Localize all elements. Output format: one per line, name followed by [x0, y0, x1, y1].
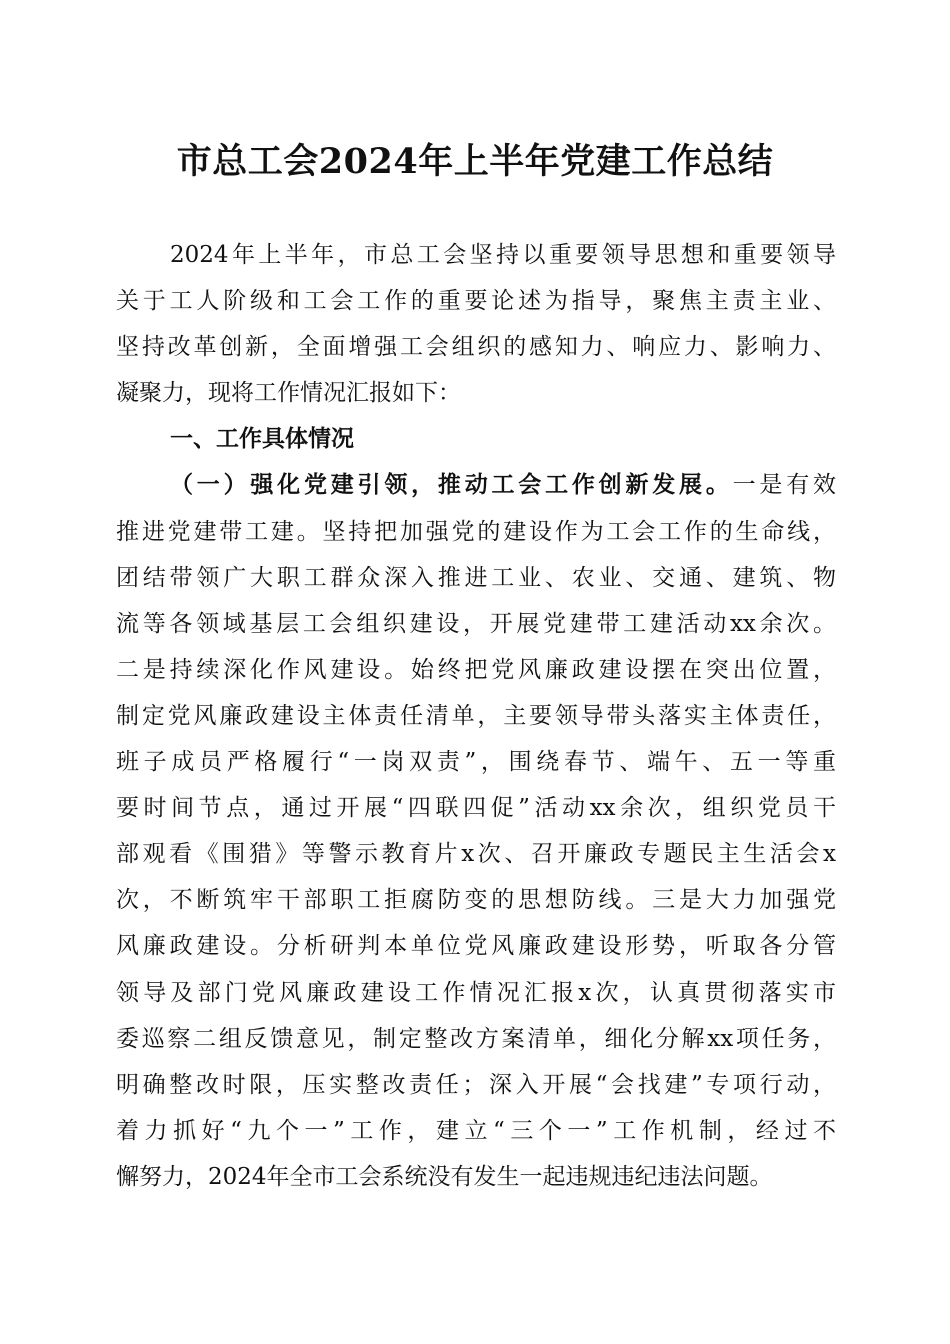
- paragraph-line: 次，不断筑牢干部职工拒腐防变的思想防线。三是大力加强党: [116, 887, 836, 914]
- intro-line-4: 凝聚力，现将工作情况汇报如下：: [116, 380, 461, 407]
- paragraph-line: 部观看《围猎》等警示教育片x次、召开廉政专题民主生活会x: [116, 841, 836, 868]
- paragraph-line: 二是持续深化作风建设。始终把党风廉政建设摆在突出位置，: [116, 656, 836, 683]
- document-title: 市总工会2024年上半年党建工作总结: [176, 141, 774, 182]
- subsection-heading: （一）强化党建引领，推动工会工作创新发展。: [170, 471, 733, 499]
- paragraph-line: 推进党建带工建。坚持把加强党的建设作为工会工作的生命线，: [116, 518, 836, 545]
- intro-line-1: 2024年上半年，市总工会坚持以重要领导思想和重要领导: [170, 242, 836, 268]
- paragraph-line: 团结带领广大职工群众深入推进工业、农业、交通、建筑、物: [116, 564, 836, 591]
- section-heading: 一、工作具体情况: [170, 426, 354, 453]
- subsection-first-line: [116, 462, 836, 508]
- paragraph-line: 流等各领域基层工会组织建设，开展党建带工建活动xx余次。: [116, 610, 836, 637]
- paragraph-line: 风廉政建设。分析研判本单位党风廉政建设形势，听取各分管: [116, 933, 836, 960]
- paragraph-line: 要时间节点，通过开展“四联四促”活动xx余次，组织党员干: [116, 795, 836, 822]
- paragraph-line: 着力抓好“九个一”工作，建立“三个一”工作机制，经过不: [116, 1117, 836, 1144]
- document-body: [116, 232, 836, 1200]
- paragraph-line: 制定党风廉政建设主体责任清单，主要领导带头落实主体责任，: [116, 702, 836, 729]
- paragraph-line: 领导及部门党风廉政建设工作情况汇报x次，认真贯彻落实市: [116, 979, 836, 1006]
- paragraph-line: 明确整改时限，压实整改责任；深入开展“会找建”专项行动，: [116, 1071, 836, 1098]
- intro-line-3: 坚持改革创新，全面增强工会组织的感知力、响应力、影响力、: [116, 334, 836, 361]
- subsection-first-line-rest: 一是有效: [732, 472, 837, 499]
- paragraph-line: 班子成员严格履行“一岗双责”，围绕春节、端午、五一等重: [116, 749, 836, 776]
- paragraph-line: 委巡察二组反馈意见，制定整改方案清单，细化分解xx项任务，: [116, 1025, 836, 1052]
- intro-line-2: 关于工人阶级和工会工作的重要论述为指导，聚焦主责主业、: [116, 288, 836, 315]
- paragraph-line: 懈努力，2024年全市工会系统没有发生一起违规违纪违法问题。: [116, 1163, 773, 1190]
